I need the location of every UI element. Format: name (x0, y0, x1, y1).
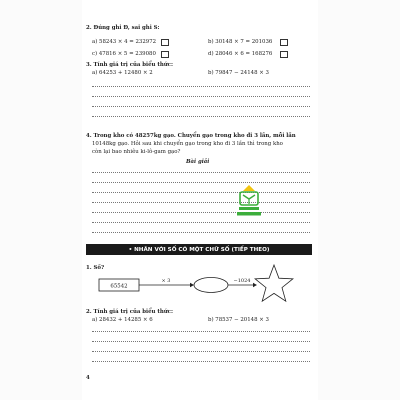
answer-line (92, 232, 310, 233)
s1-title: 1. Số? (86, 265, 105, 271)
page-number: 4 (86, 375, 90, 381)
answer-line (92, 192, 310, 193)
ex4-problem-line-2: 10148kg gạo. Hỏi sau khi chuyển gạo trong kho đi 3 lần thì trong kho (92, 141, 283, 147)
answer-line (92, 106, 310, 107)
answer-line (92, 202, 310, 203)
ex2-item-a: a) 58243 × 4 = 232972 (92, 39, 157, 45)
answer-line (92, 212, 310, 213)
ex2-answer-box-c[interactable] (161, 51, 169, 58)
ex2-item-d: d) 28046 × 6 = 168276 (208, 51, 273, 57)
ex2-answer-box-d[interactable] (280, 51, 288, 58)
answer-line (92, 96, 310, 97)
operation-subtract: −1024 (233, 278, 251, 284)
answer-line (92, 222, 310, 223)
ex3-item-b: b) 79847 − 24148 × 3 (208, 70, 269, 76)
arrow-head-1 (190, 283, 194, 287)
number-chain-diagram (96, 262, 296, 306)
answer-line (92, 182, 310, 183)
ex3-item-a: a) 64253 + 12480 × 2 (92, 70, 153, 76)
answer-line (92, 361, 310, 362)
ex2-item-c: c) 47816 × 5 = 239080 (92, 51, 156, 57)
start-value: 65542 (110, 283, 128, 290)
answer-line (92, 116, 310, 117)
s2-title: 2. Tính giá trị của biểu thức: (86, 309, 173, 315)
answer-line (92, 341, 310, 342)
ex2-title: 2. Đúng ghi Đ, sai ghi S: (86, 25, 160, 31)
worksheet (82, 0, 318, 400)
solution-label: Bài giải (186, 159, 210, 165)
section-banner (86, 244, 312, 255)
ex4-problem-line-3: còn lại bao nhiêu ki-lô-gam gạo? (92, 149, 181, 155)
arrow-head-2 (253, 283, 257, 287)
answer-line (92, 172, 310, 173)
answer-line (92, 86, 310, 87)
ex3-title: 3. Tính giá trị của biểu thức: (86, 62, 173, 68)
answer-star[interactable] (255, 265, 293, 301)
answer-line (92, 331, 310, 332)
operation-multiply: × 3 (161, 278, 171, 284)
ex2-answer-box-a[interactable] (161, 39, 169, 46)
ex2-item-b: b) 30148 × 7 = 201036 (208, 39, 273, 45)
s2-item-b: b) 78537 − 20148 × 3 (208, 317, 269, 323)
ex2-answer-box-b[interactable] (280, 39, 288, 46)
section-title: • NHÂN VỚI SỐ CÓ MỘT CHỮ SỐ (TIẾP THEO) (128, 246, 270, 253)
answer-oval[interactable] (194, 278, 228, 293)
ex4-problem-line-1: 4. Trong kho có 48257kg gạo. Chuyển gạo trong kho đi 3 lần, mỗi lần (86, 133, 296, 139)
publisher-logo-watermark (233, 183, 265, 219)
answer-line (92, 351, 310, 352)
s2-item-a: a) 28432 + 14285 × 6 (92, 317, 153, 323)
